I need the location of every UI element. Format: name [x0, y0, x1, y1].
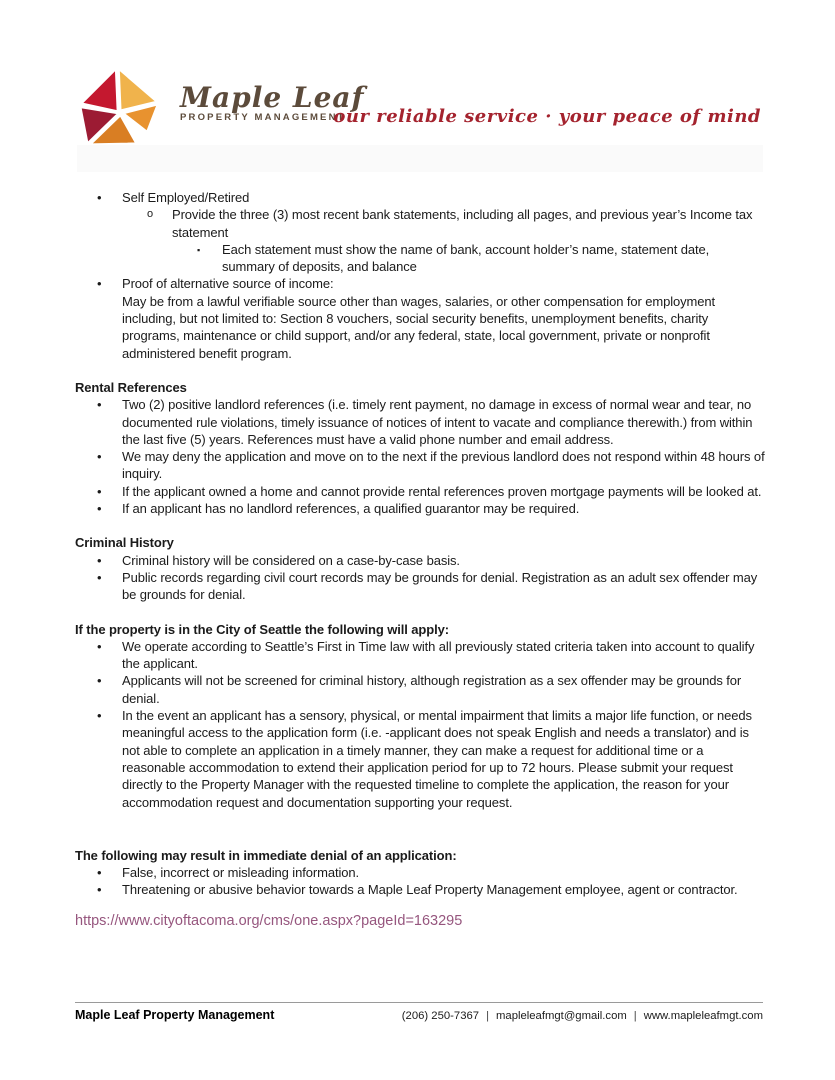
- bullet-item: [75, 864, 765, 881]
- bullet-continuation-text: May be from a lawful verifiable source other than wages, salaries, or other compensation for employment including, but not limited to: Section 8 vouchers, social security benefits, unemployment benefits, charity programs, maintenance or child support, and/or any federal, state, local government, private or nonprofit administered benefit program.: [122, 293, 716, 361]
- bullet-item: [75, 396, 765, 448]
- bullet-item: [75, 552, 765, 569]
- bullet-item: [75, 189, 765, 206]
- bullet-text: We may deny the application and move on to the next if the previous landlord does not respond within 48 hours of inquiry.: [122, 449, 765, 482]
- disc-bullet-marker: •: [97, 501, 102, 517]
- bullet-text: In the event an applicant has a sensory, physical, or mental impairment that limits a major life function, or needs meaningful access to the application form (i.e. -applicant does not speak English and needs a translator) and is not able to complete an application in a timely manner, they can make a request for additional time or a reasonable accommodation to extend their application period for up to 72 hours. Please submit your request directly to the Property Manager with the requested timeline to complete the application, the reason for your accommodation request and documentation supporting your request.: [122, 708, 752, 810]
- footer-email: mapleleafmgt@gmail.com: [496, 1010, 627, 1022]
- maple-leaf-house-icon: [74, 66, 174, 148]
- footer-company-name: Maple Leaf Property Management: [75, 1008, 275, 1022]
- bullet-text: Public records regarding civil court records may be grounds for denial. Registration as an adult sex offender may be grounds for denial.: [122, 569, 758, 603]
- bullet-item: [75, 638, 765, 673]
- bullet-item: [75, 672, 765, 707]
- bullet-text: Two (2) positive landlord references (i.e. timely rent payment, no damage in excess of normal wear and tear, no documented rule violations, timely issuance of notices of intent to vacate and compliance therewith.) from within the last five (5) years. References must have a valid phone number and email address.: [122, 397, 753, 447]
- page-footer: [75, 1002, 763, 1022]
- document-section: [75, 379, 765, 517]
- bullet-text: Self Employed/Retired: [122, 190, 250, 205]
- bullet-text: Each statement must show the name of bank, account holder’s name, statement date, summary of deposits, and balance: [222, 241, 710, 275]
- company-tagline: our reliable service · your peace of mind: [333, 106, 761, 127]
- disc-bullet-marker: •: [97, 449, 102, 465]
- footer-separator: |: [486, 1010, 489, 1022]
- footer-website: www.mapleleafmgt.com: [643, 1010, 763, 1022]
- disc-bullet-marker: •: [97, 190, 102, 205]
- bullet-text: Proof of alternative source of income:: [122, 276, 334, 292]
- disc-bullet-marker: •: [97, 708, 102, 724]
- bullet-item: [75, 448, 765, 483]
- bullet-item: [75, 881, 765, 898]
- document-content: [75, 189, 765, 930]
- disc-bullet-marker: •: [97, 397, 102, 413]
- brand-name: Maple Leaf: [180, 81, 365, 114]
- bullet-item: [75, 275, 765, 361]
- section-heading: If the property is in the City of Seattle the following will apply:: [75, 621, 449, 637]
- document-section: [75, 189, 765, 362]
- bullet-item: [75, 483, 765, 500]
- bullet-text: Provide the three (3) most recent bank statements, including all pages, and previous year’s Income tax statement: [172, 207, 753, 240]
- bullet-item: [75, 569, 765, 604]
- bullet-text: If an applicant has no landlord references, a qualified guarantor may be required.: [122, 501, 580, 517]
- header-divider-band: [77, 145, 763, 172]
- tacoma-info-link[interactable]: https://www.cityoftacoma.org/cms/one.aspx?pageId=163295: [75, 912, 463, 929]
- bullet-item: [75, 707, 765, 811]
- bullet-item: [75, 500, 765, 517]
- company-logo: [74, 66, 365, 148]
- disc-bullet-marker: •: [97, 673, 102, 689]
- section-heading: Criminal History: [75, 535, 174, 551]
- disc-bullet-marker: •: [97, 483, 102, 499]
- circle-bullet-marker: o: [147, 208, 154, 221]
- sections-container: [75, 189, 765, 899]
- brand-subtitle: PROPERTY MANAGEMENT: [180, 112, 346, 123]
- disc-bullet-marker: •: [97, 552, 102, 568]
- disc-bullet-marker: •: [97, 276, 102, 292]
- footer-separator: |: [633, 1010, 637, 1022]
- disc-bullet-marker: •: [97, 569, 102, 585]
- disc-bullet-marker: •: [97, 882, 102, 898]
- bullet-item: [75, 241, 765, 276]
- section-heading: Rental References: [75, 379, 187, 395]
- square-bullet-marker: ▪: [197, 244, 201, 255]
- document-section: [75, 534, 765, 603]
- bullet-text: We operate according to Seattle’s First in Time law with all previously stated criteria taken into account to qualify the applicant.: [122, 638, 755, 672]
- bullet-text: If the applicant owned a home and cannot provide rental references proven mortgage payments will be looked at.: [122, 483, 762, 499]
- disc-bullet-marker: •: [97, 638, 102, 654]
- bullet-text: Threatening or abusive behavior towards a Maple Leaf Property Management employee, agent or contractor.: [122, 882, 738, 898]
- section-heading: The following may result in immediate denial of an application:: [75, 847, 457, 863]
- footer-phone: (206) 250-7367: [401, 1010, 480, 1022]
- document-section: [75, 847, 765, 899]
- bullet-text: Applicants will not be screened for criminal history, although registration as a sex offender may be grounds for denial.: [122, 673, 742, 706]
- footer-contact-info: [402, 1010, 763, 1022]
- document-section: [75, 621, 765, 811]
- bullet-text: Criminal history will be considered on a case-by-case basis.: [122, 552, 460, 568]
- disc-bullet-marker: •: [97, 865, 102, 881]
- bullet-item: [75, 206, 765, 241]
- bullet-text: False, incorrect or misleading information.: [122, 865, 360, 881]
- letterhead: [0, 0, 835, 178]
